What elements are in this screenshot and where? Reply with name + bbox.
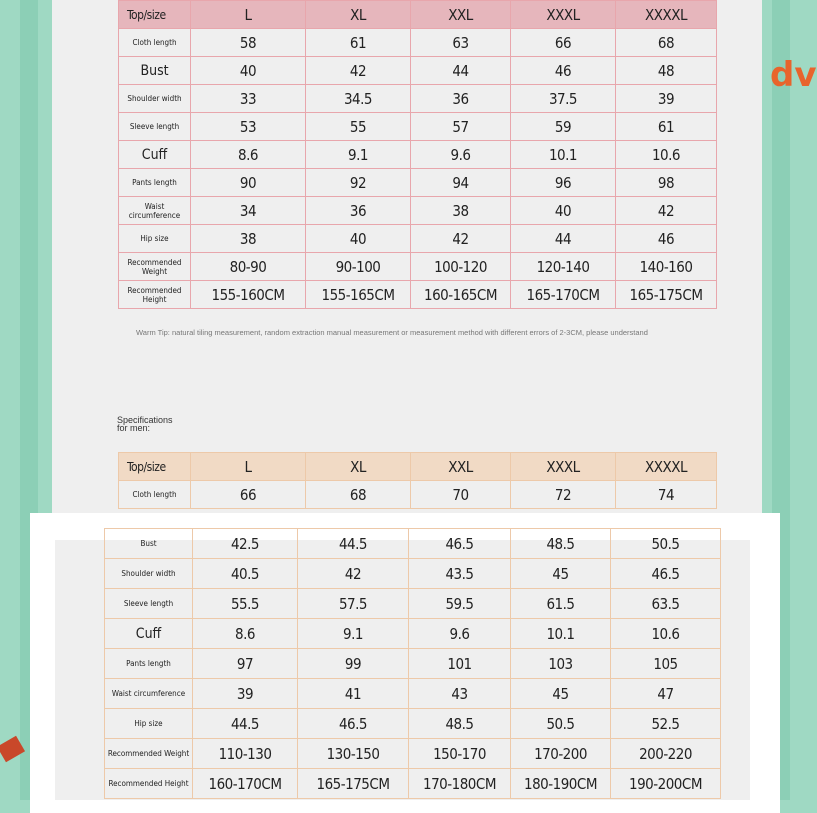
cell-value: 9.6 bbox=[409, 619, 511, 649]
cell-value: 55 bbox=[306, 113, 411, 141]
cell-value: 40.5 bbox=[193, 559, 298, 589]
cell-value: 33 bbox=[191, 85, 306, 113]
table-row bbox=[105, 559, 721, 589]
cell-value: 155-160CM bbox=[191, 281, 306, 309]
cell-value: 34 bbox=[191, 197, 306, 225]
size-header: L bbox=[191, 1, 306, 29]
cell-value: 66 bbox=[191, 481, 306, 509]
cell-value: 63 bbox=[411, 29, 511, 57]
row-label: Recommended Weight bbox=[105, 739, 193, 769]
size-header: XXXXL bbox=[616, 1, 717, 29]
row-label: Bust bbox=[105, 529, 193, 559]
table-row bbox=[105, 649, 721, 679]
table-row bbox=[105, 769, 721, 799]
cell-value: 58 bbox=[191, 29, 306, 57]
cell-value: 94 bbox=[411, 169, 511, 197]
cell-value: 68 bbox=[616, 29, 717, 57]
cell-value: 80-90 bbox=[191, 253, 306, 281]
row-label: Cuff bbox=[119, 141, 191, 169]
cell-value: 9.1 bbox=[306, 141, 411, 169]
cell-value: 90-100 bbox=[306, 253, 411, 281]
top-size-header: Top/size bbox=[119, 1, 191, 29]
row-label: Hip size bbox=[119, 225, 191, 253]
cell-value: 105 bbox=[611, 649, 721, 679]
cell-value: 10.6 bbox=[611, 619, 721, 649]
cell-value: 46.5 bbox=[298, 709, 409, 739]
size-header: XXXL bbox=[511, 1, 616, 29]
cell-value: 150-170 bbox=[409, 739, 511, 769]
cell-value: 46 bbox=[511, 57, 616, 85]
cell-value: 57.5 bbox=[298, 589, 409, 619]
cell-value: 55.5 bbox=[193, 589, 298, 619]
size-header: L bbox=[191, 453, 306, 481]
cell-value: 42 bbox=[306, 57, 411, 85]
cell-value: 48.5 bbox=[511, 529, 611, 559]
table-row bbox=[105, 709, 721, 739]
cell-value: 45 bbox=[511, 559, 611, 589]
cell-value: 50.5 bbox=[611, 529, 721, 559]
women-size-table bbox=[118, 0, 717, 309]
table-row bbox=[119, 253, 717, 281]
cell-value: 97 bbox=[193, 649, 298, 679]
table-row bbox=[119, 481, 717, 509]
size-header: XXXL bbox=[511, 453, 616, 481]
size-header: XL bbox=[306, 1, 411, 29]
table-row bbox=[119, 29, 717, 57]
row-label: Pants length bbox=[119, 169, 191, 197]
cell-value: 8.6 bbox=[191, 141, 306, 169]
cell-value: 46.5 bbox=[611, 559, 721, 589]
cell-value: 72 bbox=[511, 481, 616, 509]
cell-value: 9.6 bbox=[411, 141, 511, 169]
cell-value: 103 bbox=[511, 649, 611, 679]
row-label: Waist circumference bbox=[119, 197, 191, 225]
cell-value: 8.6 bbox=[193, 619, 298, 649]
cell-value: 40 bbox=[191, 57, 306, 85]
header-row bbox=[119, 1, 717, 29]
cell-value: 90 bbox=[191, 169, 306, 197]
table-row bbox=[105, 619, 721, 649]
table-row bbox=[119, 197, 717, 225]
header-row bbox=[119, 453, 717, 481]
cell-value: 10.1 bbox=[511, 141, 616, 169]
cell-value: 39 bbox=[193, 679, 298, 709]
cell-value: 38 bbox=[411, 197, 511, 225]
cell-value: 99 bbox=[298, 649, 409, 679]
cell-value: 44 bbox=[411, 57, 511, 85]
warm-tip: Warm Tip: natural tiling measurement, random extraction manual measurement or measurement method with different errors of 2-3CM, please understand bbox=[136, 328, 648, 337]
table-row bbox=[119, 141, 717, 169]
cell-value: 48.5 bbox=[409, 709, 511, 739]
cell-value: 41 bbox=[298, 679, 409, 709]
cell-value: 170-180CM bbox=[409, 769, 511, 799]
cell-value: 50.5 bbox=[511, 709, 611, 739]
table-row bbox=[105, 679, 721, 709]
cell-value: 10.6 bbox=[616, 141, 717, 169]
cell-value: 44.5 bbox=[298, 529, 409, 559]
cell-value: 43.5 bbox=[409, 559, 511, 589]
cell-value: 180-190CM bbox=[511, 769, 611, 799]
cell-value: 92 bbox=[306, 169, 411, 197]
cell-value: 34.5 bbox=[306, 85, 411, 113]
row-label: Cuff bbox=[105, 619, 193, 649]
cell-value: 120-140 bbox=[511, 253, 616, 281]
brand-logo: dv bbox=[770, 55, 817, 95]
cell-value: 61 bbox=[616, 113, 717, 141]
cell-value: 46 bbox=[616, 225, 717, 253]
cell-value: 98 bbox=[616, 169, 717, 197]
cell-value: 40 bbox=[511, 197, 616, 225]
cell-value: 170-200 bbox=[511, 739, 611, 769]
cell-value: 53 bbox=[191, 113, 306, 141]
cell-value: 66 bbox=[511, 29, 616, 57]
cell-value: 74 bbox=[616, 481, 717, 509]
men-size-table-lower bbox=[104, 528, 721, 799]
row-label: Recommended Height bbox=[119, 281, 191, 309]
row-label: Bust bbox=[119, 57, 191, 85]
row-label: Sleeve length bbox=[119, 113, 191, 141]
cell-value: 48 bbox=[616, 57, 717, 85]
row-label: Cloth length bbox=[119, 29, 191, 57]
row-label: Shoulder width bbox=[105, 559, 193, 589]
cell-value: 42 bbox=[616, 197, 717, 225]
row-label: Pants length bbox=[105, 649, 193, 679]
cell-value: 36 bbox=[306, 197, 411, 225]
cell-value: 47 bbox=[611, 679, 721, 709]
cell-value: 40 bbox=[306, 225, 411, 253]
table-row bbox=[119, 169, 717, 197]
row-label: Hip size bbox=[105, 709, 193, 739]
row-label: Sleeve length bbox=[105, 589, 193, 619]
size-header: XXXXL bbox=[616, 453, 717, 481]
cell-value: 44.5 bbox=[193, 709, 298, 739]
table-row bbox=[119, 57, 717, 85]
cell-value: 45 bbox=[511, 679, 611, 709]
cell-value: 52.5 bbox=[611, 709, 721, 739]
size-header: XL bbox=[306, 453, 411, 481]
cell-value: 57 bbox=[411, 113, 511, 141]
cell-value: 101 bbox=[409, 649, 511, 679]
cell-value: 36 bbox=[411, 85, 511, 113]
cell-value: 59.5 bbox=[409, 589, 511, 619]
cell-value: 42 bbox=[298, 559, 409, 589]
men-size-table-continued bbox=[55, 534, 750, 800]
cell-value: 59 bbox=[511, 113, 616, 141]
table-row bbox=[105, 529, 721, 559]
cell-value: 160-165CM bbox=[411, 281, 511, 309]
cell-value: 100-120 bbox=[411, 253, 511, 281]
size-header: XXL bbox=[411, 1, 511, 29]
cell-value: 9.1 bbox=[298, 619, 409, 649]
cell-value: 165-170CM bbox=[511, 281, 616, 309]
cell-value: 160-170CM bbox=[193, 769, 298, 799]
cell-value: 42 bbox=[411, 225, 511, 253]
table-row bbox=[119, 113, 717, 141]
row-label: Recommended Weight bbox=[119, 253, 191, 281]
cell-value: 39 bbox=[616, 85, 717, 113]
cell-value: 37.5 bbox=[511, 85, 616, 113]
cell-value: 63.5 bbox=[611, 589, 721, 619]
row-label: Shoulder width bbox=[119, 85, 191, 113]
men-size-table bbox=[118, 452, 717, 509]
cell-value: 110-130 bbox=[193, 739, 298, 769]
table-row bbox=[119, 85, 717, 113]
size-header: XXL bbox=[411, 453, 511, 481]
table-row bbox=[105, 739, 721, 769]
top-size-header: Top/size bbox=[119, 453, 191, 481]
cell-value: 130-150 bbox=[298, 739, 409, 769]
cell-value: 61.5 bbox=[511, 589, 611, 619]
cell-value: 68 bbox=[306, 481, 411, 509]
table-row bbox=[119, 281, 717, 309]
cell-value: 42.5 bbox=[193, 529, 298, 559]
cell-value: 190-200CM bbox=[611, 769, 721, 799]
cell-value: 43 bbox=[409, 679, 511, 709]
cell-value: 38 bbox=[191, 225, 306, 253]
men-heading: Specifications for men: bbox=[117, 415, 173, 433]
table-row bbox=[105, 589, 721, 619]
cell-value: 155-165CM bbox=[306, 281, 411, 309]
row-label: Cloth length bbox=[119, 481, 191, 509]
cell-value: 140-160 bbox=[616, 253, 717, 281]
row-label: Recommended Height bbox=[105, 769, 193, 799]
row-label: Waist circumference bbox=[105, 679, 193, 709]
table-row bbox=[119, 225, 717, 253]
cell-value: 165-175CM bbox=[298, 769, 409, 799]
cell-value: 96 bbox=[511, 169, 616, 197]
cell-value: 165-175CM bbox=[616, 281, 717, 309]
cell-value: 70 bbox=[411, 481, 511, 509]
cell-value: 46.5 bbox=[409, 529, 511, 559]
cell-value: 44 bbox=[511, 225, 616, 253]
cell-value: 10.1 bbox=[511, 619, 611, 649]
cell-value: 200-220 bbox=[611, 739, 721, 769]
cell-value: 61 bbox=[306, 29, 411, 57]
